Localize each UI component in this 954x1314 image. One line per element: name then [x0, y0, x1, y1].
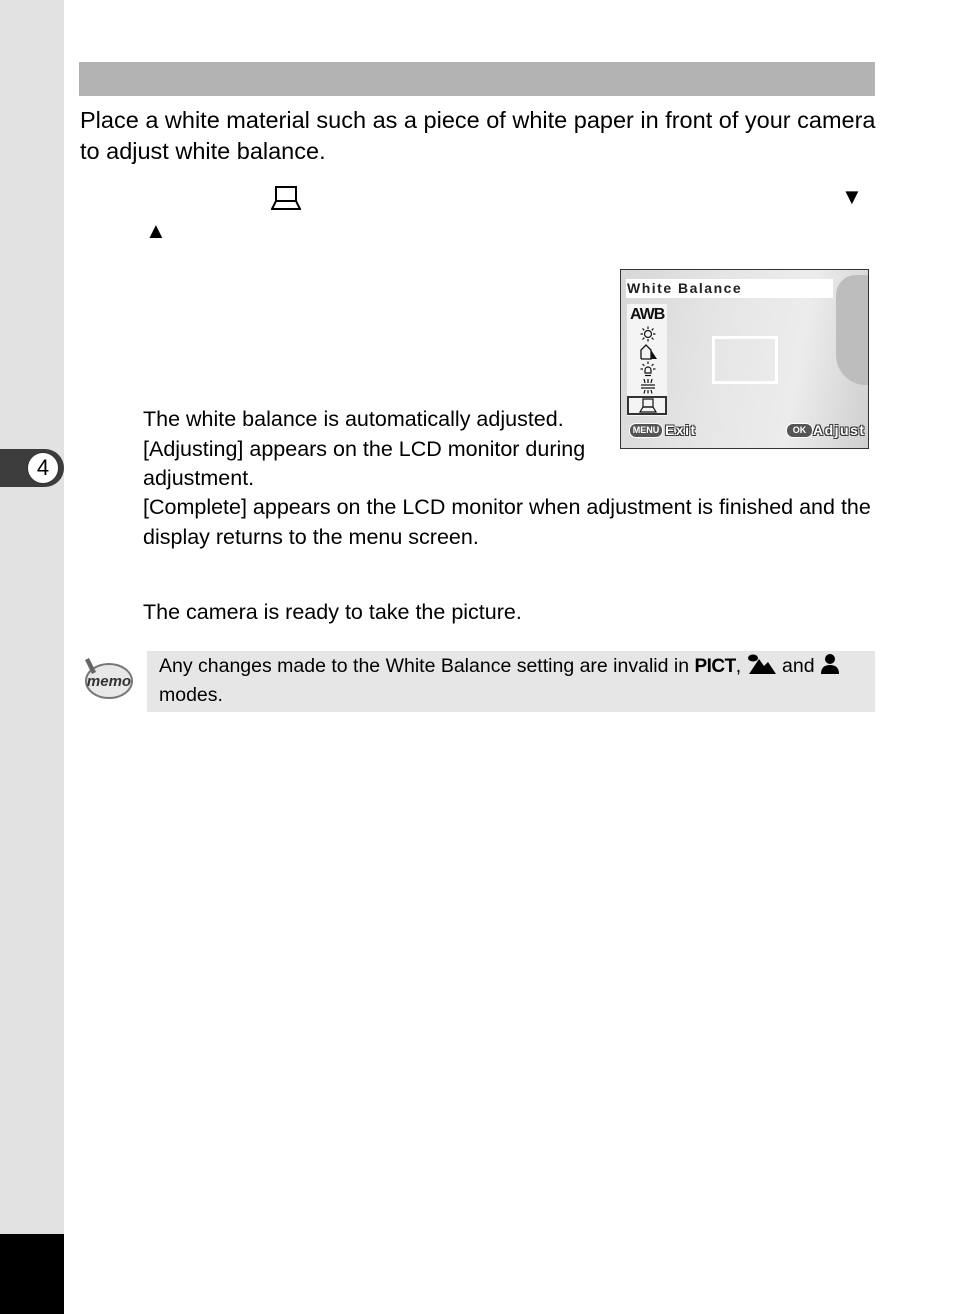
manual-white-balance-icon: [271, 185, 301, 211]
lcd-screen: [620, 269, 869, 449]
lcd-ok-button-badge[interactable]: OK: [786, 423, 813, 438]
pict-mode-label: PICT: [694, 656, 736, 677]
chapter-number: 4: [27, 452, 59, 484]
daylight-icon[interactable]: [638, 326, 658, 342]
memo-text-part3: and: [776, 655, 820, 677]
up-arrow-icon: ▲: [145, 218, 167, 243]
lcd-hand-image: [836, 275, 869, 385]
landscape-mode-icon: [747, 653, 777, 675]
lcd-menu-button-badge[interactable]: MENU: [629, 423, 663, 438]
lcd-exit-label: Exit: [665, 422, 697, 438]
tungsten-icon[interactable]: [638, 361, 658, 377]
portrait-mode-icon: [820, 653, 840, 675]
fluorescent-icon[interactable]: [638, 378, 658, 394]
side-margin-footer-block: [0, 1234, 64, 1314]
memo-text-part1: Any changes made to the White Balance setting are invalid in: [159, 655, 695, 677]
lcd-adjust-label: Adjust: [813, 422, 866, 438]
down-arrow-icon: ▼: [841, 184, 863, 209]
memo-text-part4: modes.: [159, 684, 223, 706]
section-header-bar: [79, 62, 875, 96]
manual-icon[interactable]: [638, 398, 658, 413]
complete-text: [Complete] appears on the LCD monitor when adjustment is finished and the display returns to the menu screen.: [143, 495, 871, 549]
side-margin-bar: [0, 0, 64, 1314]
lcd-title: White Balance: [627, 280, 743, 296]
auto-adjust-text: The white balance is automatically adjusted. [Adjusting] appears on the LCD monitor during adjustment.: [143, 407, 586, 490]
lcd-target-frame: [712, 336, 778, 384]
intro-paragraph: Place a white material such as a piece of white paper in front of your camera to adjust white balance.: [80, 107, 876, 164]
memo-text: [159, 652, 869, 709]
memo-text-part2: ,: [735, 655, 747, 677]
lcd-option-awb[interactable]: AWB: [630, 306, 665, 323]
ready-text: The camera is ready to take the picture.: [143, 600, 522, 624]
shade-icon[interactable]: [638, 344, 658, 360]
svg-text:memo: memo: [86, 673, 132, 690]
memo-icon: [80, 654, 134, 702]
